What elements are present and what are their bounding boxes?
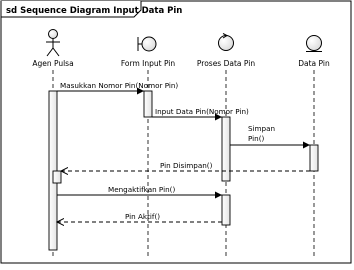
- participant-label-proses-data-pin: Proses Data Pin: [196, 59, 256, 68]
- participant-label-agen-pulsa: Agen Pulsa: [32, 59, 74, 68]
- activation-agen-pulsa-nested: [53, 171, 61, 183]
- participant-label-form-input-pin: Form Input Pin: [120, 59, 176, 68]
- message-label-input-data-pin: Input Data Pin(Nomor Pin): [155, 107, 249, 116]
- activation-data-pin: [310, 145, 318, 171]
- message-label-masukkan-nomor-pin: Masukkan Nomor Pin(Nomor Pin): [60, 81, 179, 90]
- diagram-title: sd Sequence Diagram Input Data Pin: [6, 6, 183, 16]
- message-label-simpan-line1: Simpan: [248, 124, 276, 133]
- activation-agen-pulsa: [49, 91, 57, 250]
- message-label-pin-disimpan: Pin Disimpan(): [160, 161, 213, 170]
- message-label-pin-aktif: Pin Aktif(): [125, 212, 161, 221]
- message-label-mengaktifkan-pin: Mengaktifkan Pin(): [108, 185, 176, 194]
- activation-form-input-pin: [144, 91, 152, 117]
- activation-proses-data-pin-2: [222, 195, 230, 225]
- participant-label-data-pin: Data Pin: [298, 59, 330, 68]
- message-label-simpan-line2: Pin(): [248, 134, 265, 143]
